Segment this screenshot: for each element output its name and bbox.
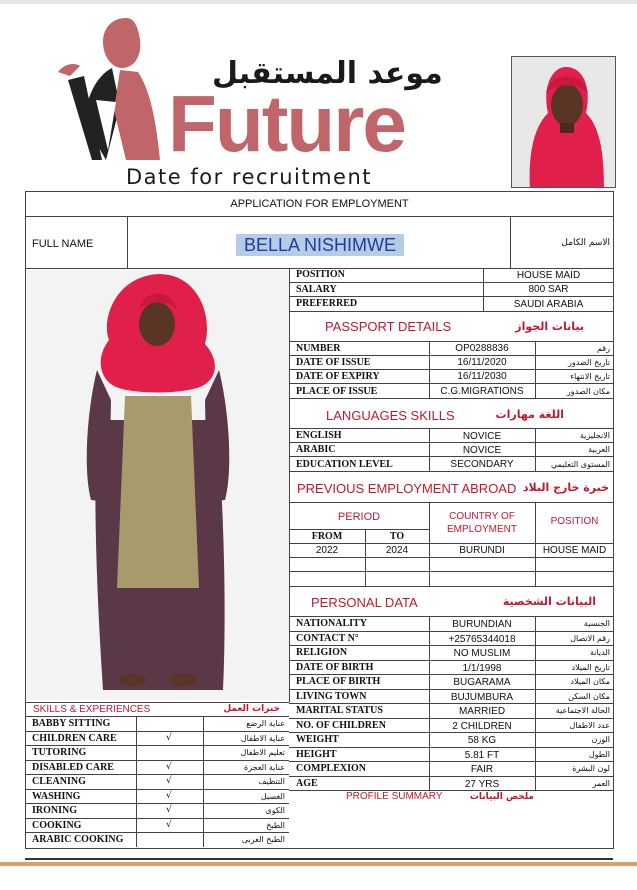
position-label: POSITION bbox=[296, 269, 345, 280]
skill-row-label-ar: الطبخ bbox=[266, 820, 285, 830]
row-divider bbox=[289, 631, 614, 632]
personal-row-label-ar: رقم الاتصال bbox=[570, 633, 610, 643]
personal-row-label: HEIGHT bbox=[296, 748, 337, 760]
preferred-value: SAUDI ARABIA bbox=[513, 299, 584, 310]
period-header: PERIOD bbox=[337, 511, 381, 523]
languages-section-title-ar: اللغة مهارات bbox=[495, 408, 564, 421]
skill-row-label-ar: عناية الرضع bbox=[246, 719, 285, 728]
education-value: SECONDARY bbox=[450, 459, 514, 470]
row-divider bbox=[25, 803, 289, 804]
personal-row-value: FAIR bbox=[470, 764, 494, 775]
to-header: TO bbox=[389, 531, 405, 542]
skill-row-label-ar: التنظيف bbox=[258, 777, 285, 786]
row-divider bbox=[25, 789, 289, 790]
full-name-label-ar: الاسم الكامل bbox=[561, 238, 610, 248]
skill-row-label-ar: الطبخ العربى bbox=[241, 835, 285, 844]
row-divider bbox=[289, 776, 614, 777]
row-divider bbox=[289, 645, 614, 646]
employment-to: 2024 bbox=[385, 545, 409, 556]
full-name-label: FULL NAME bbox=[32, 238, 94, 250]
row-divider bbox=[289, 674, 614, 675]
salary-value: 800 SAR bbox=[528, 284, 569, 295]
row-divider bbox=[289, 660, 614, 661]
personal-row-label: CONTACT N° bbox=[296, 632, 359, 644]
personal-row-value: +25765344018 bbox=[448, 633, 516, 645]
personal-row-label-ar: لون البشرة bbox=[572, 764, 610, 773]
personal-row-label: LIVING TOWN bbox=[296, 690, 367, 702]
personal-row-value: 58 KG bbox=[467, 735, 497, 746]
personal-data-title: PERSONAL DATA bbox=[311, 595, 418, 610]
salary-label: SALARY bbox=[296, 284, 337, 295]
row-divider bbox=[25, 731, 289, 732]
row-divider bbox=[25, 760, 289, 761]
employment-position: HOUSE MAID bbox=[542, 545, 607, 556]
personal-row-value: MARRIED bbox=[458, 706, 506, 717]
passport-number-label: NUMBER bbox=[296, 343, 341, 354]
skill-row-label-ar: تعليم الاطفال bbox=[240, 748, 285, 757]
arabic-label-ar: العربية bbox=[588, 445, 610, 454]
personal-row-label-ar: مكان السكن bbox=[568, 691, 610, 701]
row-divider bbox=[25, 774, 289, 775]
english-label: ENGLISH bbox=[296, 430, 342, 441]
employment-from: 2022 bbox=[315, 545, 339, 556]
personal-row-label-ar: الوزن bbox=[591, 735, 610, 744]
skill-row-check: √ bbox=[166, 732, 172, 743]
row-divider bbox=[289, 703, 614, 704]
expiry-date-value: 16/11/2030 bbox=[457, 371, 507, 382]
personal-row-label: COMPLEXION bbox=[296, 763, 366, 774]
personal-row-label-ar: تاريخ الميلاد bbox=[571, 662, 610, 672]
row-divider bbox=[289, 689, 614, 690]
skill-row-label: TUTORING bbox=[32, 747, 87, 758]
personal-row-label: PLACE OF BIRTH bbox=[296, 676, 381, 687]
logo-brand: Future bbox=[168, 79, 405, 168]
skill-row-check: √ bbox=[166, 805, 172, 815]
personal-row-value: BUGARAMA bbox=[453, 677, 511, 688]
skill-row-label-ar: عناية الاطفال bbox=[240, 733, 285, 743]
row-divider bbox=[289, 747, 614, 748]
row-divider bbox=[25, 745, 289, 746]
country-header-line1: COUNTRY OF bbox=[449, 511, 515, 522]
skill-row-label: COOKING bbox=[32, 819, 82, 831]
personal-row-value: 1/1/1998 bbox=[462, 662, 502, 674]
personal-row-label: RELIGION bbox=[296, 647, 348, 658]
logo-arabic-title: موعد المستقبل bbox=[212, 56, 443, 91]
profile-summary-title-ar: ملخص البيانات bbox=[469, 792, 534, 802]
skills-section-title-ar: خبرات العمل bbox=[223, 704, 280, 714]
skill-row-label: WASHING bbox=[32, 790, 81, 802]
passport-section-title: PASSPORT DETAILS bbox=[325, 319, 452, 334]
skill-row-check: √ bbox=[166, 776, 172, 786]
expiry-date-label-ar: تاريخ الانتهاء bbox=[570, 372, 610, 381]
profile-summary-title: PROFILE SUMMARY bbox=[346, 791, 443, 802]
expiry-date-label: DATE OF EXPIRY bbox=[296, 371, 380, 382]
row-divider bbox=[25, 832, 289, 833]
personal-row-value: BURUNDIAN bbox=[452, 619, 512, 630]
passport-number-label-ar: رقم bbox=[596, 344, 610, 353]
row-divider bbox=[289, 732, 614, 733]
education-label-ar: المستوى التعليمي bbox=[550, 460, 610, 469]
issue-date-label: DATE OF ISSUE bbox=[296, 357, 371, 368]
skill-row-check: √ bbox=[166, 819, 172, 830]
personal-row-label: AGE bbox=[296, 777, 318, 789]
skills-section-title: SKILLS & EXPERIENCES bbox=[33, 704, 151, 715]
full-name-value: BELLA NISHIMWE bbox=[243, 235, 397, 255]
personal-row-label: MARITAL STATUS bbox=[296, 705, 383, 716]
skill-row-label: DISABLED CARE bbox=[32, 761, 114, 773]
country-header-line2: EMPLOYMENT bbox=[446, 524, 517, 535]
skill-row-check: √ bbox=[166, 790, 172, 801]
personal-row-label: NATIONALITY bbox=[296, 618, 367, 629]
place-of-issue-value: C.G.MIGRATIONS bbox=[440, 386, 524, 397]
personal-row-label: DATE OF BIRTH bbox=[296, 661, 374, 673]
skill-row-label-ar: الغسيل bbox=[260, 791, 285, 801]
portrait-photo bbox=[511, 56, 616, 188]
personal-row-label: NO. OF CHILDREN bbox=[296, 719, 386, 731]
skill-row-label: ARABIC COOKING bbox=[32, 834, 124, 845]
personal-row-value: BUJUMBURA bbox=[450, 691, 514, 703]
row-divider bbox=[289, 718, 614, 719]
languages-section-title: LANGUAGES SKILLS bbox=[326, 408, 455, 423]
personal-row-label-ar: العمر bbox=[592, 778, 610, 788]
issue-date-value: 16/11/2020 bbox=[457, 357, 507, 368]
personal-row-label-ar: الديانة bbox=[589, 648, 610, 657]
skill-row-label: CLEANING bbox=[32, 776, 86, 787]
personal-row-value: 27 YRS bbox=[464, 778, 500, 790]
previous-employment-title: PREVIOUS EMPLOYMENT ABROAD bbox=[297, 481, 517, 496]
english-value: NOVICE bbox=[462, 431, 502, 442]
preferred-label: PREFERRED bbox=[296, 298, 358, 309]
skill-row-label-ar: عناية العجزة bbox=[244, 762, 285, 772]
footer-bar bbox=[0, 862, 637, 866]
form-title: APPLICATION FOR EMPLOYMENT bbox=[230, 198, 409, 210]
logo-figure-icon bbox=[56, 10, 176, 165]
english-label-ar: الانجليزية bbox=[579, 431, 610, 440]
skill-row-check: √ bbox=[166, 761, 172, 772]
personal-row-value: NO MUSLIM bbox=[453, 648, 511, 659]
skill-row-label: CHILDREN CARE bbox=[32, 732, 117, 744]
full-body-photo bbox=[27, 270, 289, 700]
position-value: HOUSE MAID bbox=[516, 270, 581, 281]
footer-line bbox=[25, 858, 613, 860]
issue-date-label-ar: تاريخ الصدور bbox=[568, 358, 610, 367]
skill-row-label: IRONING bbox=[32, 805, 78, 816]
personal-row-label-ar: الحالة الاجتماعية bbox=[555, 706, 610, 715]
personal-row-label-ar: الجنسية bbox=[583, 619, 610, 628]
skill-row-label-ar: الكوى bbox=[265, 806, 285, 815]
passport-section-title-ar: بيانات الجواز bbox=[515, 320, 584, 333]
row-divider bbox=[25, 818, 289, 819]
skill-row-label: BABBY SITTING bbox=[32, 718, 111, 729]
previous-employment-title-ar: خبرة خارج البلاد bbox=[522, 481, 609, 494]
personal-row-value: 2 CHILDREN bbox=[452, 720, 512, 732]
position-header: POSITION bbox=[550, 516, 599, 527]
personal-row-label-ar: عدد الاطفال bbox=[569, 720, 610, 730]
personal-row-label-ar: الطول bbox=[588, 749, 610, 759]
logo-tagline: Date for recruitment bbox=[126, 165, 372, 189]
arabic-value: NOVICE bbox=[462, 445, 502, 456]
employment-country: BURUNDI bbox=[459, 545, 505, 556]
personal-row-label: WEIGHT bbox=[296, 734, 339, 745]
personal-row-label-ar: مكان الميلاد bbox=[570, 677, 610, 686]
passport-number-value: OP0288836 bbox=[455, 343, 509, 354]
arabic-label: ARABIC bbox=[296, 444, 336, 455]
place-of-issue-label-ar: مكان الصدور bbox=[566, 387, 610, 396]
top-strip bbox=[0, 0, 637, 4]
education-label: EDUCATION LEVEL bbox=[296, 459, 393, 470]
from-header: FROM bbox=[311, 531, 343, 542]
personal-row-value: 5.81 FT bbox=[464, 749, 500, 761]
row-divider bbox=[289, 761, 614, 762]
place-of-issue-label: PLACE OF ISSUE bbox=[296, 386, 378, 397]
personal-data-title-ar: البيانات الشخصية bbox=[502, 595, 596, 608]
